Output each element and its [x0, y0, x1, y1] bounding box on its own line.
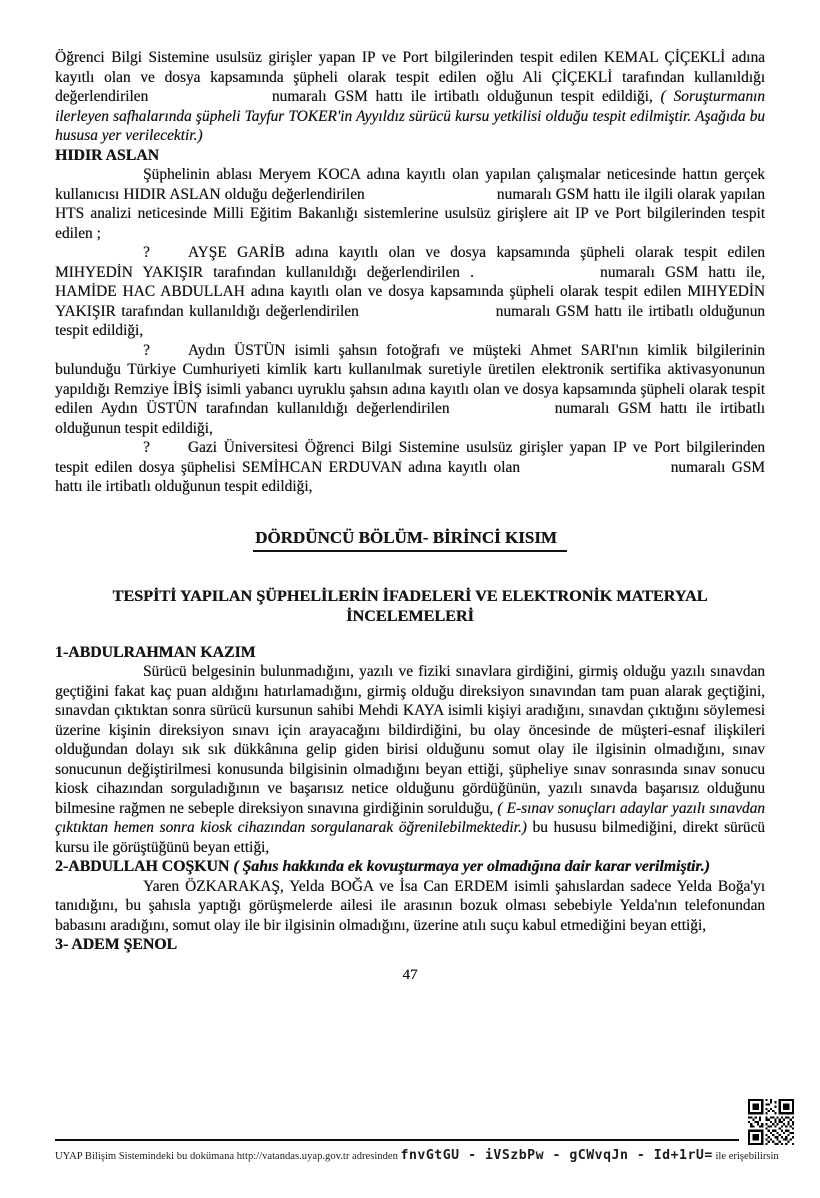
tab-spacer — [150, 354, 188, 355]
suspect-heading-3-adem-senol: 3- ADEM ŞENOL — [55, 936, 178, 954]
intro-text-b: numaralı GSM hattı ile irtibatlı olduğunun tespit edildiği, — [271, 88, 653, 105]
tab-spacer — [150, 451, 188, 452]
bullet2-text-b: numaralı GSM hattı ile irtibatlı olduğunun tespit edildiği, — [55, 400, 765, 437]
tespit-line2: İNCELEMELERİ — [346, 607, 474, 625]
footer-suffix: ile erişebilirsin — [715, 1151, 779, 1162]
suspect1-text-a: Sürücü belgesinin bulunmadığını, yazılı ve fiziki sınavlara girdiğini, girmiş olduğu yazılı sınavdan geçtiğini fakat kaç puan aldığını hatırlamadığını, girmiş olduğu direksiyon sınavından tam puan alarak geçtiğini, sınavdan çıktıktan sonra sürücü kursunun sahibi Mehdi KAYA isimli kişiyi aradığını, sınavdan çıktığını söylemesi üzerine kişinin direksiyon sınavı için arayacağını bildirdiğini, bu olay öncesinde de müşteri-esnaf ilişkileri olduğundan dolayı sık sık dükkânına gelip giden birisi olduğunu somut olay ile ilgisinin olmadığını, sınav sonucunun değiştirilmesi konusunda bilgisinin olmadığını beyan ettiği, şüpheliye sınav sonrasında sınav sonucu kiosk cihazından sorguladığının ve başarısız netice olduğunu gördüğünün, yazılı sınavda başarısız olduğunu bilmesine rağmen ne sebeple direksiyon sınavına girdiğinin sorulduğu, — [55, 663, 765, 817]
bullet-marker: ? — [143, 244, 150, 261]
suspect-heading-1-abdulrahman-kazim: 1-ABDULRAHMAN KAZIM — [55, 643, 256, 661]
intro-text-a: Öğrenci Bilgi Sistemine usulsüz girişler yapan IP ve Port bilgilerinden tespit edilen KEMAL ÇİÇEKLİ adına kayıtlı olan ve dosya kapsamında şüpheli olarak tespit edilen oğlu Ali ÇİÇEKLİ tarafından kullanıldığı değerlendirilen — [55, 49, 765, 105]
tab-spacer — [150, 256, 188, 257]
section-heading-tespit — [55, 586, 765, 627]
tespit-line1: TESPİTİ YAPILAN ŞÜPHELİLERİN İFADELERİ VE ELEKTRONİK MATERYAL — [112, 586, 708, 605]
footer-prefix: UYAP Bilişim Sistemindeki bu dokümana http://vatandas.uyap.gov.tr adresinden — [55, 1151, 398, 1162]
suspect1-text-b: bu hususu bilmediğini, direkt sürücü kursu ile görüştüğünü beyan ettiği, — [55, 819, 765, 856]
page-number: 47 — [402, 966, 418, 983]
hidir-text-a: Şüphelinin ablası Meryem KOCA adına kayıtlı olan yapılan çalışmalar neticesinde hattın gerçek kullanıcısı HIDIR ASLAN olduğu değerlendirilen — [55, 166, 765, 203]
suspect2-name: 2-ABDULLAH COŞKUN — [55, 858, 230, 876]
bullet-item-aydin-ustun — [55, 341, 765, 439]
paragraph-abdulrahman-kazim — [55, 662, 765, 857]
redacted-gsm-number — [364, 315, 490, 316]
suspect-heading-hidir-aslan: HIDIR ASLAN — [55, 146, 160, 164]
bullet1-text-c: numaralı GSM hattı ile irtibatlı olduğunun tespit edildiği, — [55, 302, 765, 339]
suspect1-note-italic: ( E-sınav sonuçları adaylar yazılı sınavdan çıktıktan hemen sonra kiosk cihazından sorgulanarak öğrenilebilmektedir.) — [55, 799, 765, 837]
footer-divider — [55, 1139, 739, 1141]
bullet-item-semihcan-erduvan — [55, 438, 765, 497]
document-body — [55, 48, 765, 984]
bullet3-text-b: numaralı GSM hattı ile irtibatlı olduğunun tespit edildiği, — [55, 458, 765, 495]
section-heading-bolum: DÖRDÜNCÜ BÖLÜM- BİRİNCİ KISIM — [253, 527, 567, 552]
redacted-gsm-number — [484, 276, 590, 277]
bullet3-text-a: Gazi Üniversitesi Öğrenci Bilgi Sistemine usulsüz girişler yapan IP ve Port bilgilerinden tespit edilen dosya şüphelisi SEMİHCAN ERDUVAN adına kayıtlı olan — [55, 439, 765, 476]
bullet1-text-a: AYŞE GARİB adına kayıtlı olan ve dosya kapsamında şüpheli olarak tespit edilen MIHYEDİN YAKIŞIR tarafından kullanıldığı değerlendirilen . — [55, 244, 765, 281]
footer-verification-code: fnvGtGU - iVSzbPw - gCWvqJn - Id+1rU= — [400, 1148, 713, 1163]
bullet2-text-a: Aydın ÜSTÜN isimli şahsın fotoğrafı ve müşteki Ahmet SARI'nın kimlik bilgilerinin bulunduğu Türkiye Cumhuriyeti kimlik kartı kullanılmak suretiyle üretilen elektronik sertifika aktivasyonunun yapıldığı Remziye İBİŞ isimli yabancı uyruklu şahsın adına kayıtlı olan ve dosya kapsamında şüpheli olarak tespit edilen Aydın ÜSTÜN tarafından kullanıldığı değerlendirilen — [55, 341, 765, 417]
bullet-item-ayse-garib — [55, 243, 765, 341]
suspect2-text: Yaren ÖZKARAKAŞ, Yelda BOĞA ve İsa Can ERDEM isimli şahıslardan sadece Yelda Boğa'yı tanıdığını, bu şahısla yaptığı görüşmelerde ailesi ile arasının bozuk olması sebebiyle Yelda'nın telefonundan babasını aradığını, somut olay ile bir ilgisinin olmadığını, üzerine atılı suçu kabul etmediğini beyan ettiği, — [55, 877, 765, 934]
paragraph-abdullah-coskun — [55, 877, 765, 936]
bullet1-text-b: numaralı GSM hattı ile, HAMİDE HAC ABDULLAH adına kayıtlı olan ve dosya kapsamında şüpheli olarak tespit edilen MIHYEDİN YAKIŞIR tarafından kullanıldığı değerlendirilen — [55, 263, 765, 320]
footer-access-text — [55, 1148, 779, 1164]
redacted-gsm-number — [369, 198, 493, 199]
qr-code-icon — [748, 1099, 794, 1145]
paragraph-hidir-aslan — [55, 165, 765, 243]
suspect2-note-bold-italic: ( Şahıs hakkında ek kovuşturmaya yer olmadığına dair karar verilmiştir.) — [233, 858, 710, 876]
intro-note-italic: ( Soruşturmanın ilerleyen safhalarında şüpheli Tayfur TOKER'in Ayyıldız sürücü kursu yetkilisi olduğu tespit edilmiştir. Aşağıda bu hususa yer verilecektir.) — [55, 88, 765, 144]
redacted-gsm-number — [156, 100, 264, 101]
redacted-gsm-number — [526, 471, 664, 472]
hidir-text-b: numaralı GSM hattı ile ilgili olarak yapılan HTS analizi neticesinde Milli Eğitim Bakanlığı sistemlerine usulsüz girişlere ait IP ve Port bilgilerinden tespit edilen ; — [55, 185, 765, 242]
bullet-marker: ? — [143, 341, 150, 359]
paragraph-intro — [55, 48, 765, 146]
suspect-heading-2-abdullah-coskun — [55, 857, 765, 877]
bullet-marker: ? — [143, 439, 150, 456]
redacted-gsm-number — [458, 412, 546, 413]
section-heading-wrap — [55, 527, 765, 552]
